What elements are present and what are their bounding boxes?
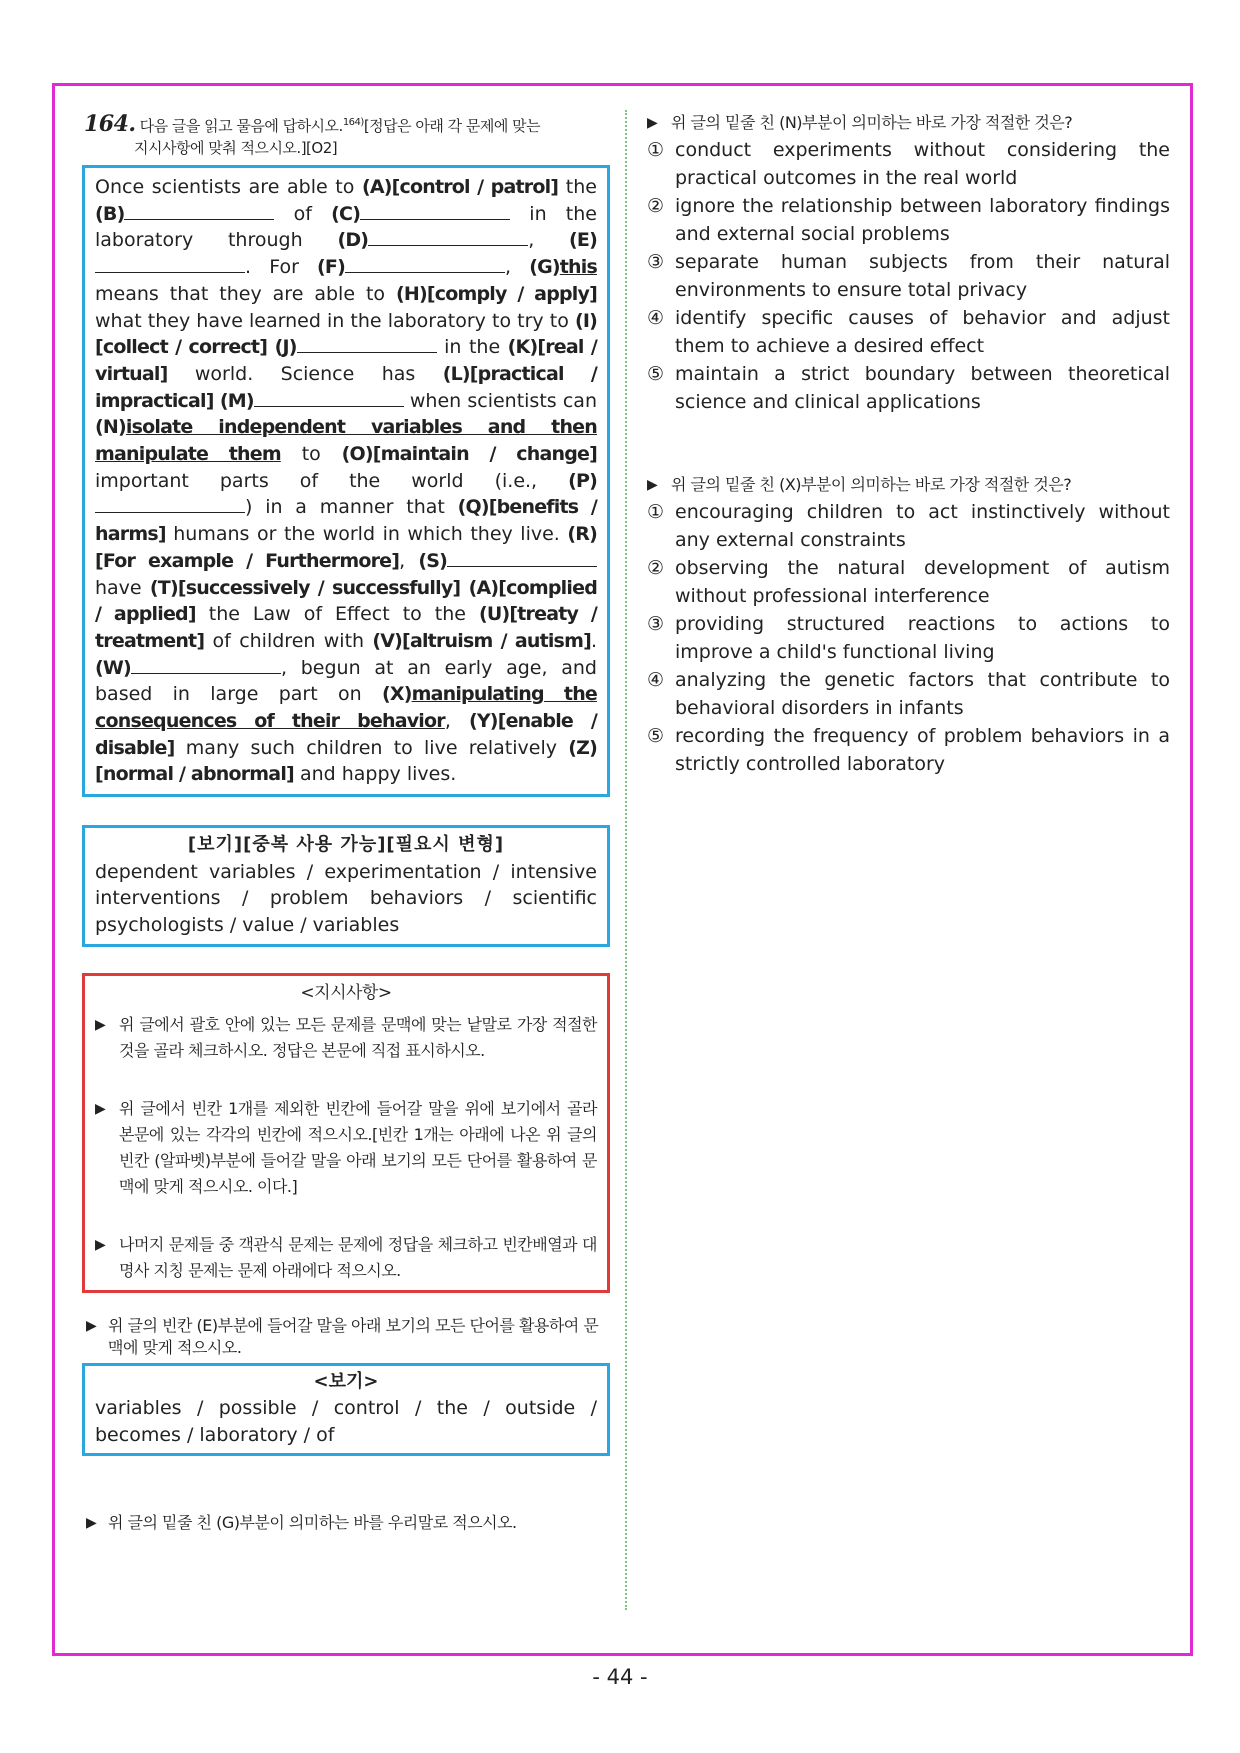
column-divider — [625, 110, 627, 1610]
blank-B[interactable] — [124, 202, 274, 220]
choice-R[interactable]: (R)[For example / Furthermore] — [95, 523, 597, 572]
triangle-icon: ▶ — [647, 477, 658, 493]
underline-N: isolate independent variables and then manipulate them — [95, 416, 597, 466]
triangle-icon: ▶ — [95, 1017, 106, 1034]
triangle-icon: ▶ — [95, 1101, 106, 1118]
choice-U[interactable]: (U)[treaty / treatment] — [95, 603, 598, 652]
word-bank-words: dependent variables / experimentation / intensive interventions / problem behaviors / scientific psychologists / value / variables — [95, 860, 597, 936]
left-column — [82, 112, 610, 1534]
underline-G-label: (G) — [529, 256, 560, 279]
footnote-mark: 164) — [342, 117, 364, 128]
option-N-2[interactable]: ② ignore the relationship between laboratory findings and external social problems — [647, 195, 1170, 245]
option-X-2[interactable]: ② observing the natural development of autism without professional interference — [647, 557, 1170, 607]
underline-X: manipulating the consequences of their behavior — [95, 683, 598, 733]
choice-Q[interactable]: (Q)[benefits / harms] — [95, 496, 597, 546]
choice-V[interactable]: (V)[altruism / autism] — [372, 629, 591, 652]
choice-K[interactable]: (K)[real / virtual] — [95, 336, 598, 385]
blank-D-label: (D) — [337, 229, 369, 252]
page-number: - 44 - — [592, 1665, 648, 1689]
option-N-4[interactable]: ④ identify specific causes of behavior and adjust them to achieve a desired effect — [647, 307, 1170, 357]
mc-question-N: ▶ 위 글의 밑줄 친 (N)부분이 의미하는 바로 가장 적절한 것은? — [647, 113, 1073, 132]
instructions-box — [82, 973, 610, 1293]
task-G: ▶ 위 글의 밑줄 친 (G)부분이 의미하는 바를 우리말로 적으시오. — [86, 1513, 517, 1533]
blank-J-label: (J) — [274, 336, 297, 359]
blank-E[interactable] — [95, 255, 245, 273]
choice-O[interactable]: (O)[maintain / change] — [341, 443, 597, 466]
option-X-3[interactable]: ③ providing structured reactions to actions to improve a child's functional living — [647, 613, 1170, 663]
mc-question-X: ▶ 위 글의 밑줄 친 (X)부분이 의미하는 바로 가장 적절한 것은? — [647, 475, 1072, 494]
choice-A[interactable]: (A)[control / patrol] — [361, 176, 559, 198]
triangle-icon: ▶ — [95, 1237, 106, 1254]
triangle-icon: ▶ — [647, 115, 658, 131]
word-bank-box — [82, 825, 610, 947]
blank-W[interactable] — [131, 656, 281, 674]
instructions-title: <지시사항> — [300, 983, 392, 1004]
option-X-5[interactable]: ⑤ recording the frequency of problem behaviors in a strictly controlled laboratory — [647, 725, 1170, 775]
blank-J[interactable] — [297, 335, 437, 353]
blank-P[interactable] — [95, 495, 245, 513]
question-number: 164. — [84, 111, 136, 137]
blank-C[interactable] — [360, 202, 510, 220]
option-X-4[interactable]: ④ analyzing the genetic factors that contribute to behavioral disorders in infants — [647, 669, 1170, 719]
mc-options-X — [645, 498, 1170, 778]
question-prompt-line2: 지시사항에 맞춰 적으시오.][O2] — [134, 139, 338, 157]
blank-E-label: (E) — [569, 229, 597, 252]
instruction-item: ▶ 위 글에서 빈칸 1개를 제외한 빈칸에 들어갈 말을 위에 보기에서 골라 본문에 있는 각각의 빈칸에 적으시오.[빈칸 1개는 아래에 나온 위 글의 빈칸 (알파벳)부분에 들어갈 말을 아래 보기의 모든 단어를 활용하여 문맥에 맞게 적으시오. 이다.] — [95, 1096, 597, 1200]
task-E: ▶ 위 글의 빈칸 (E)부분에 들어갈 말을 아래 보기의 모든 단어를 활용하여 문맥에 맞게 적으시오. — [86, 1316, 599, 1358]
choice-H[interactable]: (H)[comply / apply] — [396, 282, 597, 305]
choice-L[interactable]: (L)[practical / impractical] — [95, 362, 598, 412]
passage-box: Once scientists are able to (A)[control / patrol] the (B) of (C) in the laboratory through (D) , (E). For (F) , (G)this means that they are able to (H)[comply / apply] what they have learned in the laboratory to try to (I)[collect / correct] (J) in the (K)[real / virtual] world. Science has (L)[practical / impractical] (M) when scientists can (N)isolate independent variables and then manipulate them to (O)[maintain / change] important parts of the world (i.e., (P)) in a manner that (Q)[benefits / harms] humans or the world in which they live. (R)[For example / Furthermore], (S) have (T)[successively / successfully] (A)[complied / applied] the Law of Effect to the (U)[treaty / treatment] of children with (V)[altruism / autism]. (W) , begun at an early age, and based in large part on (X)manipulating the consequences of their behavior, (Y)[enable / disable] many such children to live relatively (Z)[normal / abnormal] and happy lives. — [82, 165, 610, 797]
choice-T[interactable]: (T)[successively / successfully] — [149, 576, 461, 599]
right-column — [645, 112, 1170, 778]
triangle-icon: ▶ — [86, 1515, 97, 1532]
blank-M-label: (M) — [219, 389, 254, 412]
option-N-5[interactable]: ⑤ maintain a strict boundary between theoretical science and clinical applications — [647, 363, 1170, 413]
instruction-item: ▶ 위 글에서 괄호 안에 있는 모든 문제를 문맥에 맞는 낱말로 가장 적절한 것을 골라 체크하시오. 정답은 본문에 직접 표시하시오. — [95, 1012, 597, 1064]
choice-A2[interactable]: (A)[complied / applied] — [95, 576, 597, 626]
blank-F-label: (F) — [317, 256, 345, 279]
question-prompt-tail: [정답은 아래 각 문제에 맞는 — [363, 117, 541, 135]
underline-X-label: (X) — [381, 683, 412, 706]
blank-B-label: (B) — [95, 202, 125, 225]
word-bank-title: [보기][중복 사용 가능][필요시 변형] — [187, 834, 505, 856]
blank-M[interactable] — [254, 389, 404, 407]
blank-P-label: (P) — [568, 469, 597, 492]
scramble-title: <보기> — [313, 1371, 379, 1393]
blank-S-label: (S) — [418, 549, 447, 572]
scramble-words: variables / possible / control / the / outside / becomes / laboratory / of — [95, 1397, 597, 1447]
blank-S[interactable] — [447, 549, 597, 567]
option-N-1[interactable]: ① conduct experiments without considering the practical outcomes in the real world — [647, 139, 1170, 189]
blank-F[interactable] — [345, 255, 505, 273]
blank-C-label: (C) — [331, 202, 361, 225]
mc-options-N — [645, 136, 1170, 416]
underline-N-label: (N) — [95, 416, 126, 439]
question-prompt: 다음 글을 읽고 물음에 답하시오. — [139, 117, 343, 135]
blank-W-label: (W) — [95, 656, 131, 679]
triangle-icon: ▶ — [86, 1318, 97, 1335]
scramble-box — [82, 1363, 610, 1456]
choice-Y[interactable]: (Y)[enable / disable] — [95, 710, 597, 759]
option-X-1[interactable]: ① encouraging children to act instinctively without any external constraints — [647, 501, 1170, 551]
choice-I[interactable]: (I)[collect / correct] — [95, 309, 597, 359]
option-N-3[interactable]: ③ separate human subjects from their natural environments to ensure total privacy — [647, 251, 1170, 301]
choice-Z[interactable]: (Z)[normal / abnormal] — [95, 736, 597, 786]
question-header — [82, 112, 610, 159]
blank-D[interactable] — [368, 228, 528, 246]
instruction-item: ▶ 나머지 문제들 중 객관식 문제는 문제에 정답을 체크하고 빈칸배열과 대명사 지칭 문제는 문제 아래에다 적으시오. — [95, 1232, 597, 1284]
underline-G: this — [559, 256, 597, 279]
